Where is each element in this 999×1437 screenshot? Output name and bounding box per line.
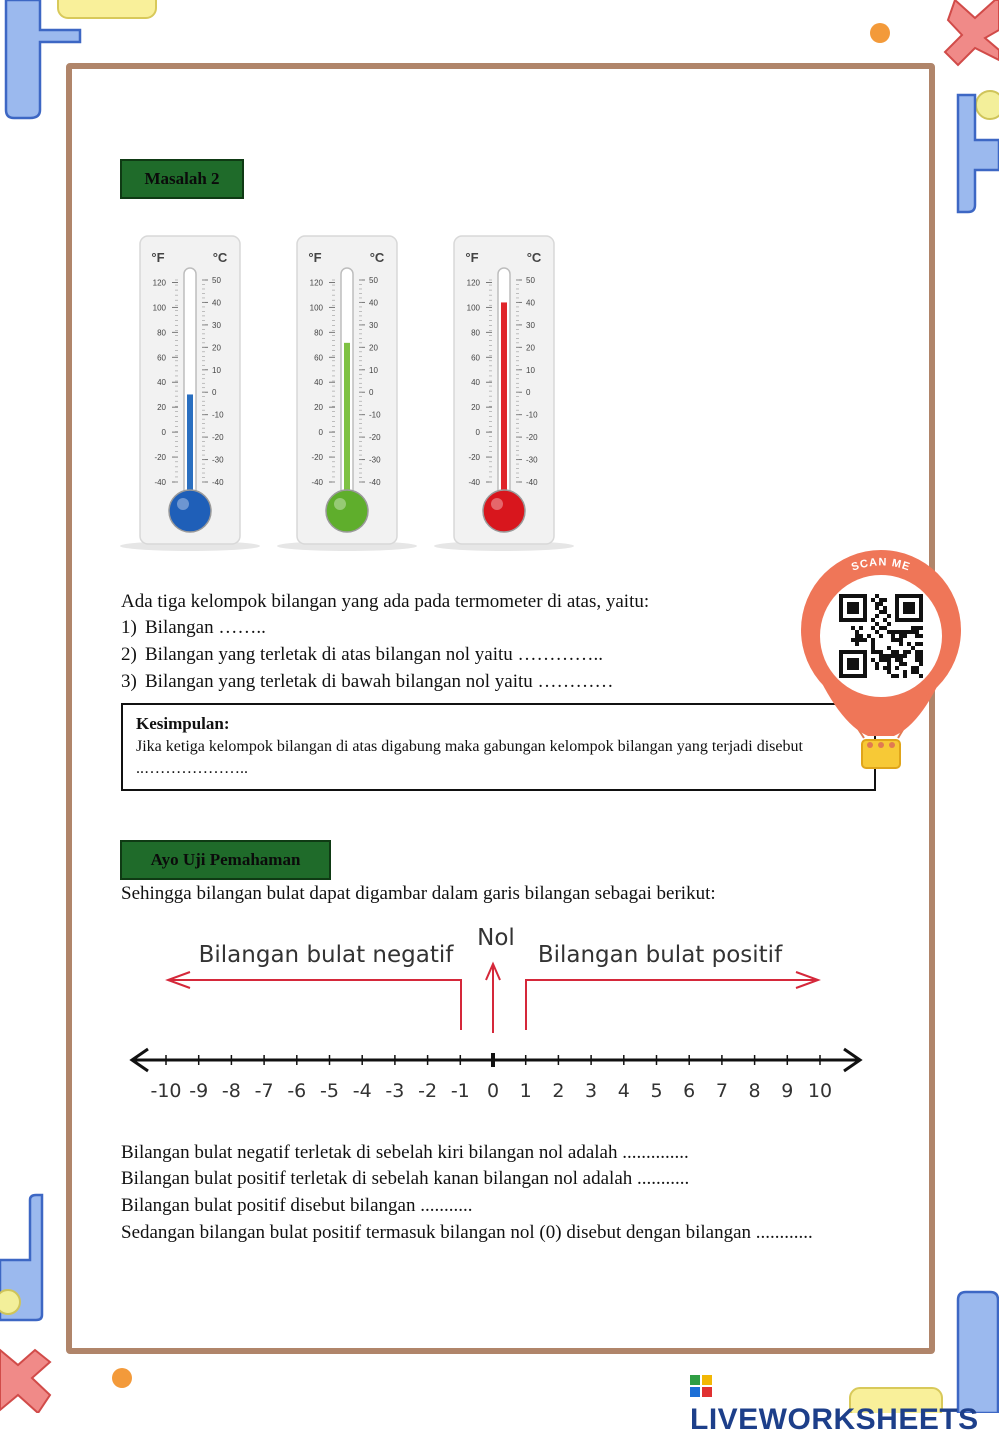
qr-module	[879, 658, 883, 662]
fahrenheit-unit: °F	[465, 250, 479, 265]
number-line-diagram	[118, 918, 878, 1113]
celsius-tick-label: 20	[526, 343, 535, 353]
brand-logo[interactable]	[690, 1369, 999, 1437]
thermometers-illustration	[110, 228, 590, 558]
celsius-tick-label: 0	[369, 388, 374, 398]
qr-module	[887, 622, 891, 626]
fahrenheit-tick-label: 120	[309, 278, 323, 288]
qr-module	[887, 666, 891, 670]
fahrenheit-tick-label: 60	[314, 353, 323, 363]
fahrenheit-tick-label: 0	[475, 428, 480, 438]
qr-module	[915, 650, 919, 654]
qr-module	[899, 662, 903, 666]
fahrenheit-tick-label: 40	[471, 378, 480, 388]
qr-module	[915, 654, 919, 658]
orange-dot-bottom	[112, 1368, 132, 1388]
qr-module	[883, 658, 887, 662]
qr-module	[871, 638, 875, 642]
thermometer-blue	[120, 236, 260, 551]
qr-module	[863, 638, 867, 642]
negative-bracket-line	[168, 980, 461, 1030]
qr-module	[915, 626, 919, 630]
qr-module	[859, 634, 863, 638]
celsius-tick-label: 20	[212, 343, 221, 353]
qr-module	[895, 658, 899, 662]
celsius-tick-label: -40	[526, 478, 538, 487]
qr-module	[883, 610, 887, 614]
qr-module	[891, 654, 895, 658]
negative-label: Bilangan bulat negatif	[198, 942, 454, 968]
qr-module	[871, 646, 875, 650]
thermometer-fluid	[501, 302, 507, 508]
qr-module	[879, 634, 883, 638]
qr-module	[871, 642, 875, 646]
fahrenheit-unit: °F	[151, 250, 165, 265]
qr-module	[859, 626, 863, 630]
bulb-highlight	[334, 498, 346, 510]
axis-tick-label: 0	[486, 1080, 500, 1102]
qr-module	[903, 650, 907, 654]
axis-tick-label: -2	[418, 1080, 438, 1102]
fahrenheit-tick-label: -20	[468, 453, 480, 463]
qr-module	[867, 634, 871, 638]
qr-module	[875, 614, 879, 618]
question-text: Bilangan ……..	[145, 617, 266, 638]
celsius-tick-label: 40	[526, 298, 535, 308]
qr-module	[895, 638, 899, 642]
fahrenheit-tick-label: 120	[152, 278, 166, 288]
fahrenheit-tick-label: 80	[471, 328, 480, 338]
qr-module	[899, 630, 903, 634]
fahrenheit-tick-label: 0	[318, 428, 323, 438]
qr-module	[879, 602, 883, 606]
axis-tick-label: 5	[650, 1080, 663, 1102]
celsius-tick-label: -30	[212, 455, 224, 465]
qr-module	[899, 638, 903, 642]
question-number: 2)	[121, 644, 137, 665]
axis-tick-label: -9	[189, 1080, 209, 1102]
axis-tick-label: -7	[254, 1080, 274, 1102]
celsius-tick-label: 0	[212, 388, 217, 398]
qr-module	[919, 674, 923, 678]
axis-tick-label: 8	[748, 1080, 761, 1102]
yellow-dot	[976, 91, 999, 119]
scan-me-label: SCAN ME	[849, 556, 913, 574]
qr-module	[919, 626, 923, 630]
axis-tick-label: 4	[617, 1080, 630, 1102]
qr-module	[891, 638, 895, 642]
qr-module	[915, 630, 919, 634]
number-axis	[132, 1049, 860, 1102]
qr-code-balloon[interactable]	[798, 548, 966, 778]
axis-tick-label: -1	[450, 1080, 470, 1102]
axis-tick-label: -10	[150, 1080, 182, 1102]
qr-module	[907, 650, 911, 654]
qr-finder-core	[847, 602, 859, 614]
qr-module	[875, 606, 879, 610]
celsius-tick-label: -30	[369, 455, 381, 465]
qr-module	[903, 662, 907, 666]
brand-logo-icon	[690, 1375, 712, 1397]
qr-module	[879, 654, 883, 658]
fahrenheit-tick-label: 100	[152, 303, 166, 313]
qr-module	[887, 654, 891, 658]
qr-module	[919, 654, 923, 658]
fahrenheit-tick-label: 20	[314, 403, 323, 413]
qr-module	[903, 630, 907, 634]
thermometer-bulb	[169, 490, 211, 532]
qr-module	[891, 674, 895, 678]
question-item-1	[121, 615, 266, 641]
fahrenheit-tick-label: 20	[471, 403, 480, 413]
question-number: 3)	[121, 671, 137, 692]
qr-module	[883, 598, 887, 602]
thermometer-bulb	[326, 490, 368, 532]
red-cross-shape-left	[0, 1350, 50, 1413]
fahrenheit-tick-label: -20	[311, 453, 323, 463]
qr-module	[871, 658, 875, 662]
celsius-tick-label: -20	[369, 433, 381, 443]
brand-name: LIVEWORKSHEETS	[690, 1403, 979, 1436]
celsius-tick-label: -30	[526, 455, 538, 465]
qr-module	[871, 618, 875, 622]
axis-tick-label: -4	[352, 1080, 372, 1102]
fahrenheit-tick-label: -40	[468, 478, 480, 487]
qr-module	[883, 626, 887, 630]
fahrenheit-tick-label: 100	[466, 303, 480, 313]
qr-module	[895, 654, 899, 658]
qr-module	[879, 598, 883, 602]
qr-module	[887, 662, 891, 666]
celsius-tick-label: -20	[212, 433, 224, 443]
qr-module	[887, 614, 891, 618]
axis-tick-label: 9	[781, 1080, 794, 1102]
qr-module	[879, 610, 883, 614]
qr-module	[891, 634, 895, 638]
qr-module	[919, 642, 923, 646]
celsius-tick-label: -20	[526, 433, 538, 443]
qr-module	[915, 670, 919, 674]
red-cross-shape	[945, 0, 999, 65]
qr-module	[895, 666, 899, 670]
fahrenheit-tick-label: 80	[157, 328, 166, 338]
celsius-tick-label: 30	[526, 320, 535, 330]
qr-module	[879, 650, 883, 654]
celsius-tick-label: 30	[212, 320, 221, 330]
qr-module	[887, 646, 891, 650]
celsius-tick-label: 0	[526, 388, 531, 398]
qr-module	[871, 650, 875, 654]
fahrenheit-unit: °F	[308, 250, 322, 265]
qr-module	[887, 658, 891, 662]
celsius-unit: °C	[212, 250, 228, 265]
positive-label: Bilangan bulat positif	[537, 942, 783, 968]
axis-tick-label: -3	[385, 1080, 405, 1102]
qr-module	[911, 630, 915, 634]
celsius-tick-label: 20	[369, 343, 378, 353]
statement-1: Bilangan bulat negatif terletak di sebelah kiri bilangan nol adalah ..............	[121, 1142, 689, 1163]
celsius-tick-label: 10	[212, 365, 221, 375]
yellow-dot-left	[0, 1290, 20, 1314]
celsius-tick-label: -40	[369, 478, 381, 487]
qr-module	[915, 642, 919, 646]
conclusion-body: Jika ketiga kelompok bilangan di atas digabung maka gabungan kelompok bilangan yang terjadi disebut ..………………..	[136, 738, 803, 777]
qr-module	[919, 658, 923, 662]
qr-module	[851, 626, 855, 630]
fahrenheit-tick-label: 0	[161, 428, 166, 438]
question-item-3	[121, 669, 614, 695]
yellow-pill-shape	[58, 0, 156, 18]
celsius-tick-label: 40	[369, 298, 378, 308]
qr-module	[879, 626, 883, 630]
qr-module	[887, 670, 891, 674]
qr-module	[875, 666, 879, 670]
section-label-masalah: Masalah 2	[120, 159, 244, 199]
conclusion-box	[121, 703, 876, 791]
qr-module	[895, 630, 899, 634]
qr-module	[899, 654, 903, 658]
qr-module	[883, 618, 887, 622]
question-number: 1)	[121, 617, 137, 638]
fahrenheit-tick-label: 40	[157, 378, 166, 388]
celsius-tick-label: 10	[369, 365, 378, 375]
qr-module	[891, 630, 895, 634]
fahrenheit-tick-label: -40	[154, 478, 166, 487]
celsius-tick-label: 50	[369, 276, 378, 285]
qr-module	[899, 642, 903, 646]
qr-module	[903, 674, 907, 678]
thermometer-red	[434, 236, 574, 551]
qr-module	[891, 650, 895, 654]
qr-module	[883, 666, 887, 670]
qr-module	[903, 634, 907, 638]
fahrenheit-tick-label: -20	[154, 453, 166, 463]
qr-module	[871, 626, 875, 630]
fahrenheit-tick-label: 60	[471, 353, 480, 363]
orange-dot	[870, 23, 890, 43]
qr-module	[915, 634, 919, 638]
qr-module	[903, 654, 907, 658]
questions-intro: Ada tiga kelompok bilangan yang ada pada termometer di atas, yaitu:	[121, 591, 650, 612]
axis-tick-label: 2	[552, 1080, 565, 1102]
thermometer-fluid	[344, 343, 350, 508]
number-line-intro: Sehingga bilangan bulat dapat digambar dalam garis bilangan sebagai berikut:	[121, 883, 716, 904]
qr-module	[859, 638, 863, 642]
qr-module	[907, 630, 911, 634]
zero-label: Nol	[477, 925, 515, 951]
axis-tick-label: -6	[287, 1080, 307, 1102]
question-text: Bilangan yang terletak di atas bilangan nol yaitu …………..	[145, 644, 604, 665]
annotation-arrows	[168, 964, 818, 1033]
celsius-unit: °C	[369, 250, 385, 265]
qr-module	[895, 674, 899, 678]
qr-module	[911, 626, 915, 630]
statement-2: Bilangan bulat positif terletak di sebelah kanan bilangan nol adalah ...........	[121, 1168, 690, 1189]
qr-module	[855, 642, 859, 646]
fahrenheit-tick-label: 60	[157, 353, 166, 363]
fahrenheit-tick-label: 20	[157, 403, 166, 413]
axis-tick-label: -5	[320, 1080, 339, 1102]
qr-module	[875, 650, 879, 654]
celsius-tick-label: 50	[212, 276, 221, 285]
qr-module	[899, 658, 903, 662]
qr-module	[899, 634, 903, 638]
celsius-tick-label: -10	[526, 410, 538, 420]
qr-module	[875, 602, 879, 606]
question-text: Bilangan yang terletak di bawah bilangan nol yaitu …………	[145, 671, 614, 692]
qr-module	[907, 642, 911, 646]
section-label-uji-pemahaman: Ayo Uji Pemahaman	[120, 840, 331, 880]
axis-tick-label: 1	[519, 1080, 532, 1102]
axis-tick-label: -8	[221, 1080, 241, 1102]
qr-module	[875, 662, 879, 666]
qr-module	[855, 638, 859, 642]
qr-module	[875, 594, 879, 598]
celsius-tick-label: 10	[526, 365, 535, 375]
qr-module	[855, 630, 859, 634]
qr-module	[883, 654, 887, 658]
fahrenheit-tick-label: 40	[314, 378, 323, 388]
question-item-2	[121, 642, 603, 668]
axis-tick-label: 6	[683, 1080, 696, 1102]
qr-finder-core	[847, 658, 859, 670]
fahrenheit-tick-label: 100	[309, 303, 323, 313]
fahrenheit-tick-label: 120	[466, 278, 480, 288]
qr-module	[911, 646, 915, 650]
qr-module	[871, 598, 875, 602]
qr-module	[875, 622, 879, 626]
bulb-highlight	[491, 498, 503, 510]
thermometer-green	[277, 236, 417, 551]
thermometer-bulb	[483, 490, 525, 532]
axis-tick-label: 3	[585, 1080, 598, 1102]
positive-bracket-line	[526, 980, 818, 1030]
qr-module	[911, 670, 915, 674]
celsius-unit: °C	[526, 250, 542, 265]
qr-module	[855, 634, 859, 638]
conclusion-title: Kesimpulan:	[136, 714, 230, 733]
fahrenheit-tick-label: -40	[311, 478, 323, 487]
axis-tick-label: 7	[715, 1080, 728, 1102]
bulb-highlight	[177, 498, 189, 510]
celsius-tick-label: 30	[369, 320, 378, 330]
statement-3: Bilangan bulat positif disebut bilangan ...........	[121, 1195, 473, 1216]
qr-module	[919, 634, 923, 638]
qr-module	[915, 666, 919, 670]
qr-module	[887, 630, 891, 634]
qr-module	[915, 658, 919, 662]
qr-module	[875, 630, 879, 634]
celsius-tick-label: -40	[212, 478, 224, 487]
qr-finder-core	[903, 602, 915, 614]
celsius-tick-label: -10	[212, 410, 224, 420]
qr-module	[919, 662, 923, 666]
celsius-tick-label: 50	[526, 276, 535, 285]
qr-module	[895, 650, 899, 654]
qr-module	[883, 606, 887, 610]
statement-4: Sedangan bilangan bulat positif termasuk bilangan nol (0) disebut dengan bilangan ............	[121, 1222, 813, 1243]
fahrenheit-tick-label: 80	[314, 328, 323, 338]
qr-module	[851, 638, 855, 642]
celsius-tick-label: 40	[212, 298, 221, 308]
qr-module	[911, 666, 915, 670]
qr-module	[919, 650, 923, 654]
celsius-tick-label: -10	[369, 410, 381, 420]
qr-module	[903, 670, 907, 674]
axis-tick-label: 10	[807, 1080, 833, 1102]
